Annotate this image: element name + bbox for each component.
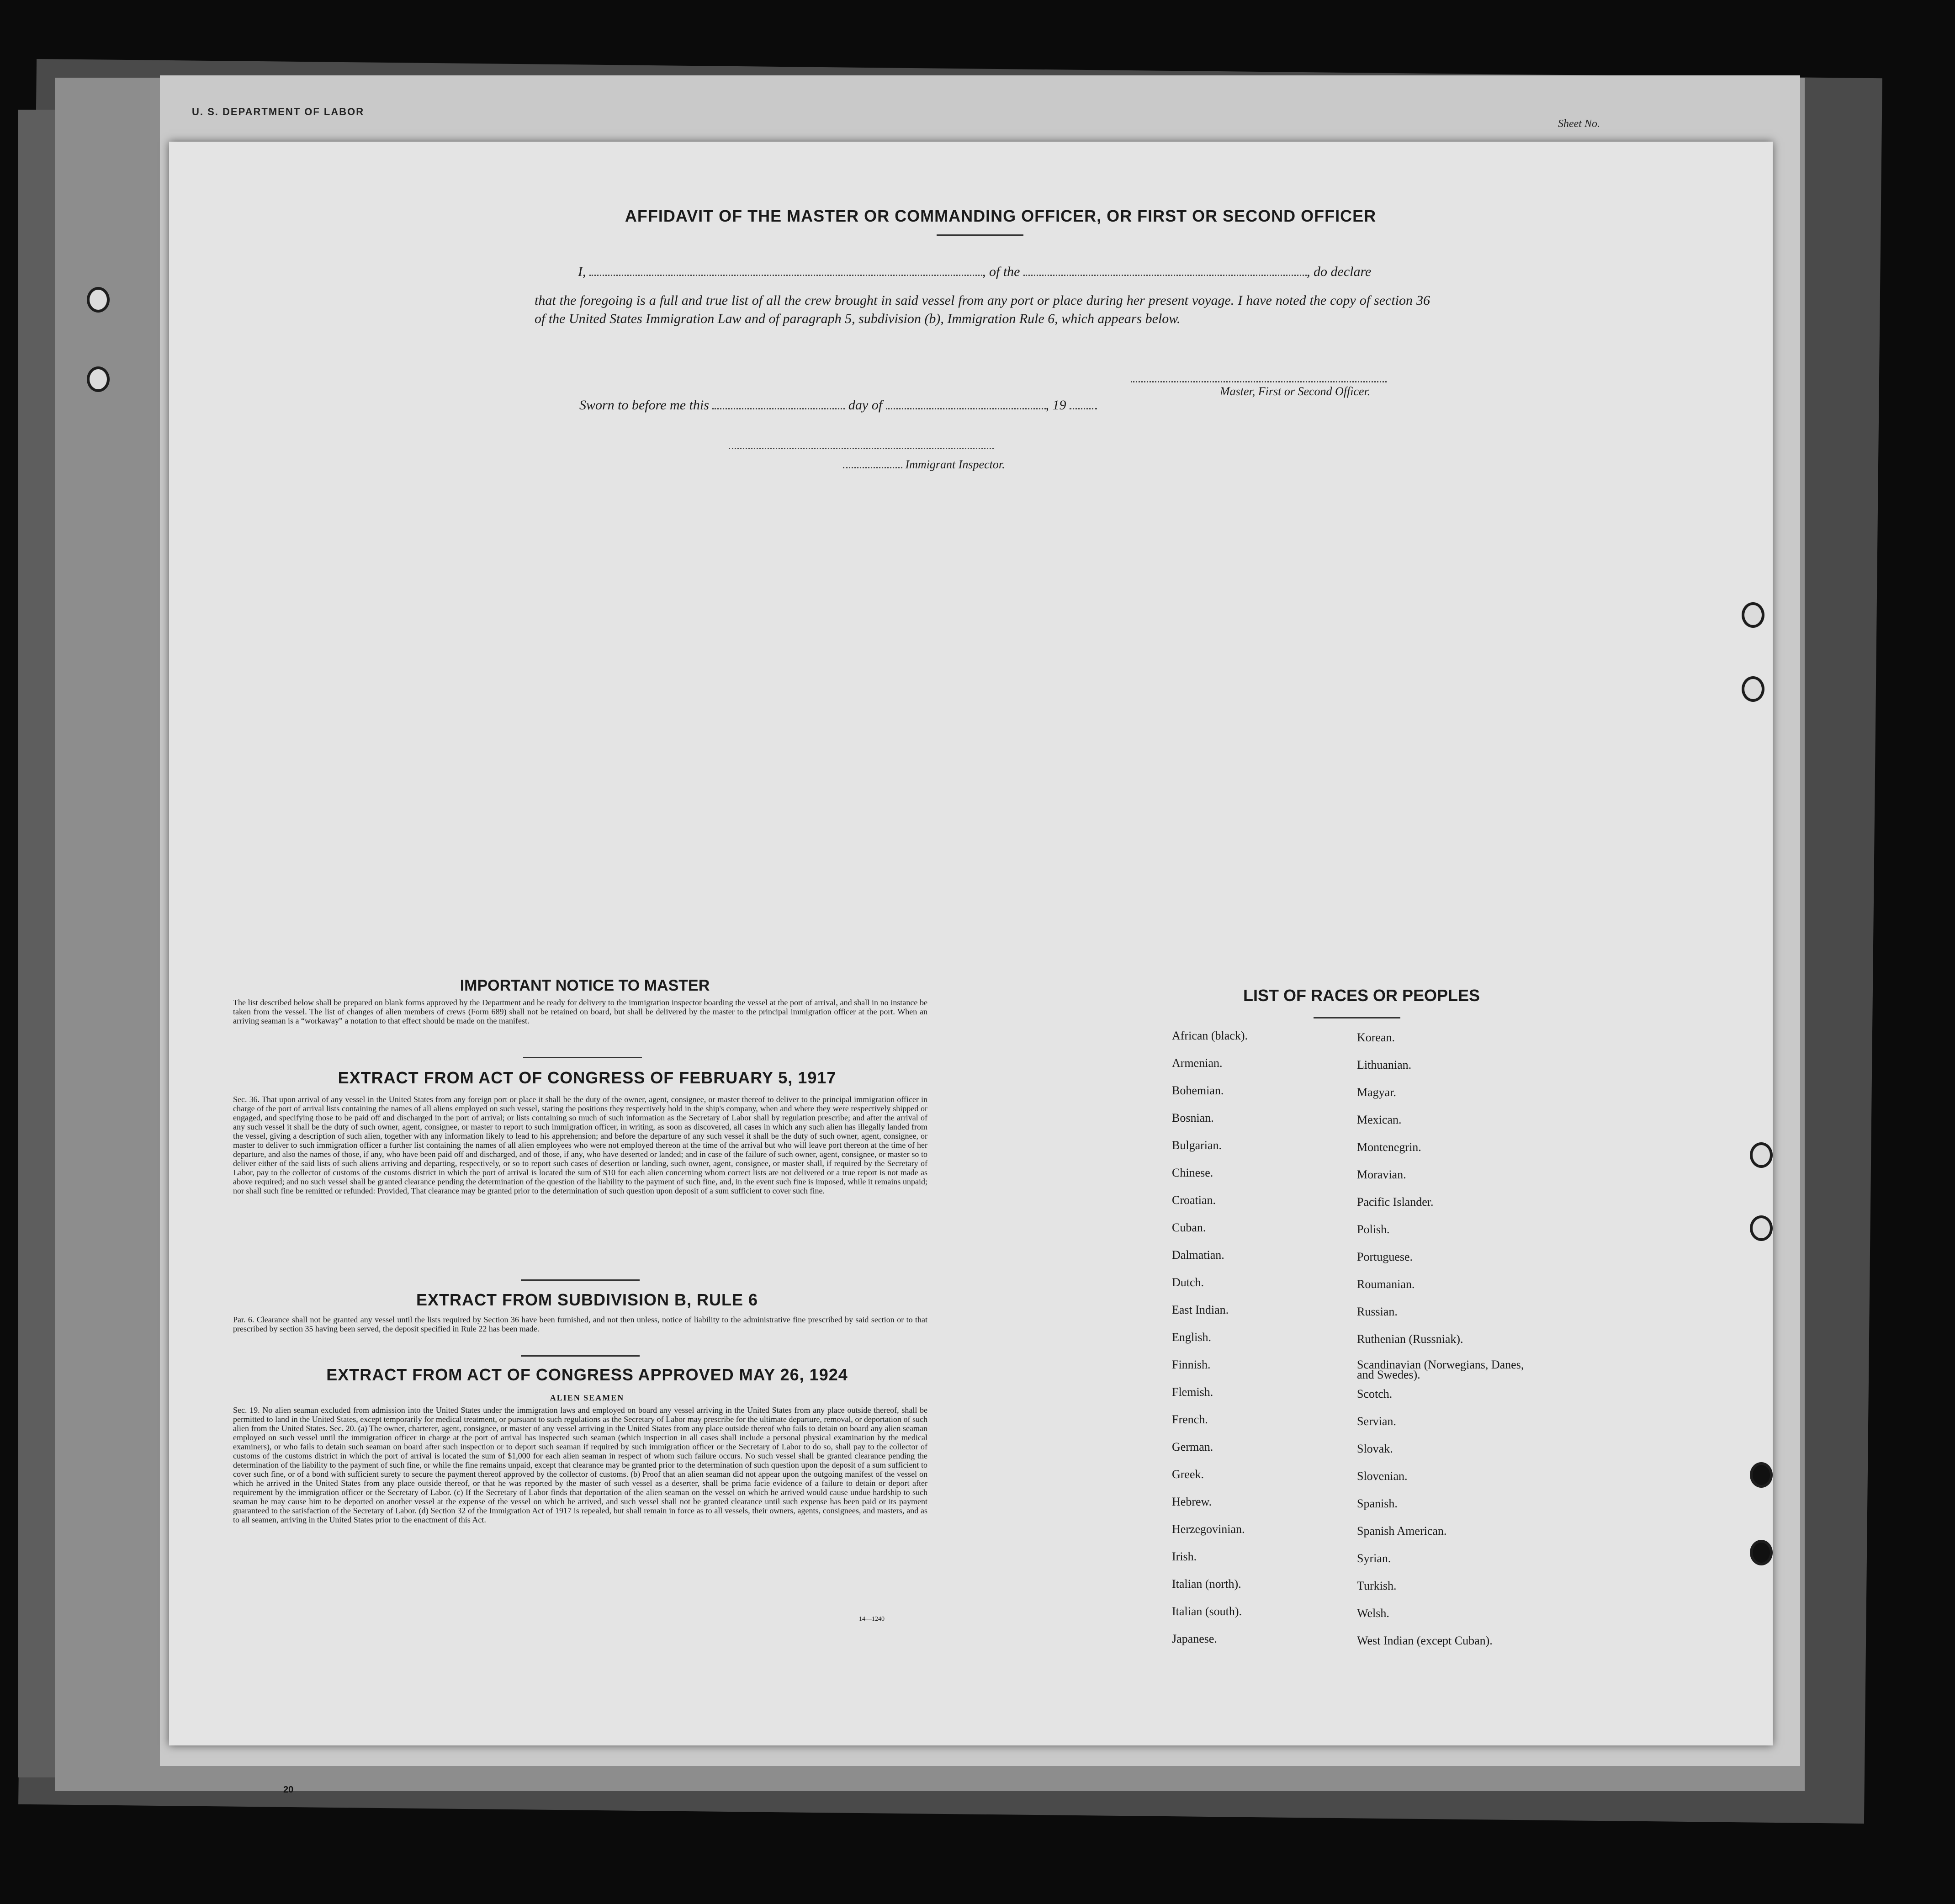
affidavit-first-line <box>578 264 1371 280</box>
race-item: Bohemian. <box>1172 1084 1224 1097</box>
race-item: Magyar. <box>1357 1086 1396 1099</box>
race-item: Flemish. <box>1172 1385 1213 1399</box>
race-item: Japanese. <box>1172 1632 1217 1645</box>
race-item: Roumanian. <box>1357 1278 1415 1291</box>
race-item: Welsh. <box>1357 1607 1389 1620</box>
alien-seamen-subtitle: ALIEN SEAMEN <box>550 1393 625 1402</box>
binder-hole-icon <box>1750 1462 1773 1488</box>
races-column-2 <box>1357 1031 1540 1661</box>
race-item: Mexican. <box>1357 1113 1402 1126</box>
year-label: , 19 <box>1045 398 1066 413</box>
affidavit-title: AFFIDAVIT OF THE MASTER OR COMMANDING OFFICER, OR FIRST OR SECOND OFFICER <box>625 207 1377 225</box>
race-item: Cuban. <box>1172 1221 1206 1234</box>
race-item: Russian. <box>1357 1305 1398 1318</box>
do-declare-label: , do declare <box>1307 264 1372 279</box>
vessel-blank <box>1023 265 1307 276</box>
race-item: German. <box>1172 1440 1213 1453</box>
race-item: French. <box>1172 1413 1208 1426</box>
race-item: Italian (south). <box>1172 1605 1242 1618</box>
sworn-month-blank <box>886 398 1046 409</box>
binder-hole-icon <box>1750 1142 1773 1168</box>
notice-text: The list described below shall be prepared on blank forms approved by the Department and be ready for delivery to the immigration inspector boarding the vessel at the port of arrival, and shall in no instance be taken from the vessel. The list of changes of alien members of crews (Form 689) shall not be retained on board, but shall be delivered by the master to the principal immigration officer at the port. When an arriving seaman is a “workaway” a notation to that effect should be made on the manifest. <box>233 998 927 1025</box>
race-item: Scotch. <box>1357 1387 1393 1400</box>
divider <box>521 1355 640 1357</box>
race-item: Spanish American. <box>1357 1524 1447 1538</box>
race-item: Herzegovinian. <box>1172 1522 1245 1536</box>
extract-rule6-text: Par. 6. Clearance shall not be granted any vessel until the lists required by Section 36 have been furnished, and not then unless, notice of liability to the administrative fine prescribed by said section or to that prescribed by section 35 having been served, the deposit specified in Rule 22 has been made. <box>233 1315 927 1333</box>
race-item: Slovenian. <box>1357 1469 1408 1483</box>
day-of-label: day of <box>848 398 883 413</box>
race-item: Korean. <box>1357 1031 1395 1044</box>
race-item: Portuguese. <box>1357 1250 1413 1263</box>
race-item: Greek. <box>1172 1468 1204 1481</box>
sworn-year-blank <box>1070 398 1097 409</box>
binder-hole-icon <box>1742 602 1764 628</box>
master-signature-line <box>1131 381 1387 382</box>
race-item: East Indian. <box>1172 1303 1229 1316</box>
race-item: Dutch. <box>1172 1276 1204 1289</box>
sworn-day-blank <box>712 398 845 409</box>
divider <box>523 1057 642 1058</box>
divider <box>521 1279 640 1281</box>
department-header: U. S. DEPARTMENT OF LABOR <box>192 106 365 117</box>
races-title: LIST OF RACES OR PEOPLES <box>1243 986 1480 1005</box>
stack-number: 20 <box>283 1785 294 1795</box>
sworn-line <box>579 398 1097 413</box>
sworn-label: Sworn to before me this <box>579 398 709 413</box>
race-item: West Indian (except Cuban). <box>1357 1634 1493 1647</box>
inspector-label-text: Immigrant Inspector. <box>905 458 1005 471</box>
inspector-blank <box>843 461 902 468</box>
affidavit-text: that the foregoing is a full and true list of all the crew brought in said vessel from any port or place during her present voyage. I have noted the copy of section 36 of the United States Immigration Law and of paragraph 5, subdivision (b), Immigration Rule 6, which appears below. <box>535 293 1430 326</box>
race-item: Dalmatian. <box>1172 1248 1224 1262</box>
race-item: African (black). <box>1172 1029 1248 1042</box>
race-item: Italian (north). <box>1172 1577 1241 1591</box>
race-item: Bulgarian. <box>1172 1139 1222 1152</box>
binder-hole-icon <box>1750 1540 1773 1565</box>
race-item: English. <box>1172 1331 1211 1344</box>
race-item: Polish. <box>1357 1223 1390 1236</box>
races-column-1 <box>1172 1029 1248 1660</box>
binder-hole-icon <box>87 366 110 392</box>
extract-rule6-title: EXTRACT FROM SUBDIVISION B, RULE 6 <box>416 1290 758 1309</box>
sheet-number-label: Sheet No. <box>1558 118 1600 130</box>
race-item: Syrian. <box>1357 1552 1391 1565</box>
notice-title: IMPORTANT NOTICE TO MASTER <box>460 977 710 994</box>
race-item: Turkish. <box>1357 1579 1397 1592</box>
race-item: Pacific Islander. <box>1357 1195 1434 1209</box>
race-item: Montenegrin. <box>1357 1140 1421 1154</box>
race-item: Servian. <box>1357 1415 1396 1428</box>
extract-1924-text: Sec. 19. No alien seaman excluded from admission into the United States under the immigration laws and employed on board any vessel arriving in the United States from any place outside thereof, shall be permitted to land in the United States, except temporarily for medical treatment, or pursuant to such regulations as the Secretary of Labor may prescribe for the ultimate departure, removal, or deportation of such alien from the United States. Sec. 20. (a) The owner, charterer, agent, consignee, or master of any vessel arriving in the United States from any place outside thereof who fails to detain on board any alien seaman employed on such vessel until the immigration officer in charge at the port of arrival has inspected such seaman (which inspection in all cases shall include a personal physical examination by the medical examiners), or who fails to detain such seaman on board after such inspection or to deport such seaman if required by such immigration officer or the Secretary of Labor to do so, shall pay to the collector of customs of the customs district in which the port of arrival is located the sum of $1,000 for each alien seaman in respect of whom such failure occurs. No such vessel shall be granted clearance pending the determination of the liability to the payment of such fine, or while the fine remains unpaid, except that clearance may be granted prior to the determination of such question upon the deposit of a sum sufficient to cover such fine, or of a bond with sufficient surety to secure the payment thereof approved by the collector of customs. (b) Proof that an alien seaman did not appear upon the outgoing manifest of the vessel on which he arrived in the United States from any place outside thereof, or that he was reported by the master of such vessel as a deserter, shall be prima facie evidence of a failure to detain or deport after requirement by the immigration officer or the Secretary of Labor. (c) If the Secretary of Labor finds that deportation of the alien seaman on the vessel on which he arrived would cause undue hardship to such seaman he may cause him to be deported on another vessel at the expense of the vessel on which he arrived, and such vessel shall not be granted clearance until such expense has been paid or its payment guaranteed to the satisfaction of the Secretary of Labor. (d) Section 32 of the Immigration Act of 1917 is repealed, but shall remain in force as to all vessels, their owners, agents, consignees, and masters, and as to all seamen, arriving in the United States prior to the enactment of this Act. <box>233 1405 927 1524</box>
affidavit-i-label: I, <box>578 264 586 279</box>
binder-hole-icon <box>1742 676 1764 702</box>
race-item: Slovak. <box>1357 1442 1393 1455</box>
binder-hole-icon <box>87 287 110 313</box>
extract-1924-title: EXTRACT FROM ACT OF CONGRESS APPROVED MAY 26, 1924 <box>326 1365 848 1384</box>
race-item: Chinese. <box>1172 1166 1213 1179</box>
races-divider <box>1314 1017 1400 1018</box>
inspector-label <box>843 458 1005 472</box>
extract-1917-title: EXTRACT FROM ACT OF CONGRESS OF FEBRUARY 5, 1917 <box>338 1068 837 1087</box>
race-item: Lithuanian. <box>1357 1058 1412 1071</box>
of-the-label: , of the <box>982 264 1020 279</box>
race-item: Spanish. <box>1357 1497 1398 1510</box>
extract-1917-text: Sec. 36. That upon arrival of any vessel in the United States from any foreign port or place it shall be the duty of the owner, agent, consignee, or master thereof to deliver to the principal immigration officer in charge of the port of arrival lists containing the names of all aliens employed on such vessel, stating the positions they respectively hold in the ship's company, when and where they were respectively shipped or engaged, and specifying those to be paid off and discharged in the port of arrival; or lists containing so much of such information as the Secretary of Labor shall by regulation prescribe; and after the arrival of any such vessel it shall be the duty of such owner, agent, consignee, or master to report to such immigration officer, in writing, as soon as discovered, all cases in which any such alien has illegally landed from the vessel, giving a description of such alien, together with any information likely to lead to his apprehension; and before the departure of any such vessel it shall be the duty of such owner, agent, consignee, or master to deliver to such immigration officer a further list containing the names of all alien employees who were not employed thereon at the time of the arrival but who will leave port thereon at the time of her departure, and also the names of those, if any, who have been paid off and discharged, and of those, if any, who have deserted or landed; and in case of the failure of such owner, agent, consignee, or master so to deliver either of the said lists of such aliens arriving and departing, respectively, or so to report such cases of desertion or landing, such owner, agent, consignee, or master shall, if required by the Secretary of Labor, pay to the collector of customs of the customs district in which the port of arrival is located the sum of $10 for each alien concerning whom correct lists are not delivered or a true report is not made as above required; and no such vessel shall be granted clearance pending the determination of the question of the liability to the payment of such fine, and, in the event such fine is imposed, while it remains unpaid; nor shall such fine be remitted or refunded: Provided, That clearance may be granted prior to the determination of such question upon deposit of a sum sufficient to cover such fine. <box>233 1095 927 1195</box>
race-item: Armenian. <box>1172 1056 1223 1070</box>
binder-hole-icon <box>1750 1215 1773 1241</box>
race-item: Hebrew. <box>1172 1495 1212 1508</box>
race-item: Bosnian. <box>1172 1111 1214 1124</box>
race-item: Croatian. <box>1172 1193 1216 1207</box>
inspector-signature-line <box>729 448 994 449</box>
race-item: Finnish. <box>1172 1358 1211 1371</box>
title-divider <box>937 234 1023 236</box>
master-signature-label: Master, First or Second Officer. <box>1220 385 1371 398</box>
race-item: Scandinavian (Norwegians, Danes, and Swedes). <box>1357 1358 1524 1381</box>
race-item: Irish. <box>1172 1550 1197 1563</box>
form-number: 14—1240 <box>859 1616 885 1623</box>
race-item: Moravian. <box>1357 1168 1406 1181</box>
race-item: Ruthenian (Russniak). <box>1357 1332 1463 1346</box>
name-blank <box>589 265 982 276</box>
